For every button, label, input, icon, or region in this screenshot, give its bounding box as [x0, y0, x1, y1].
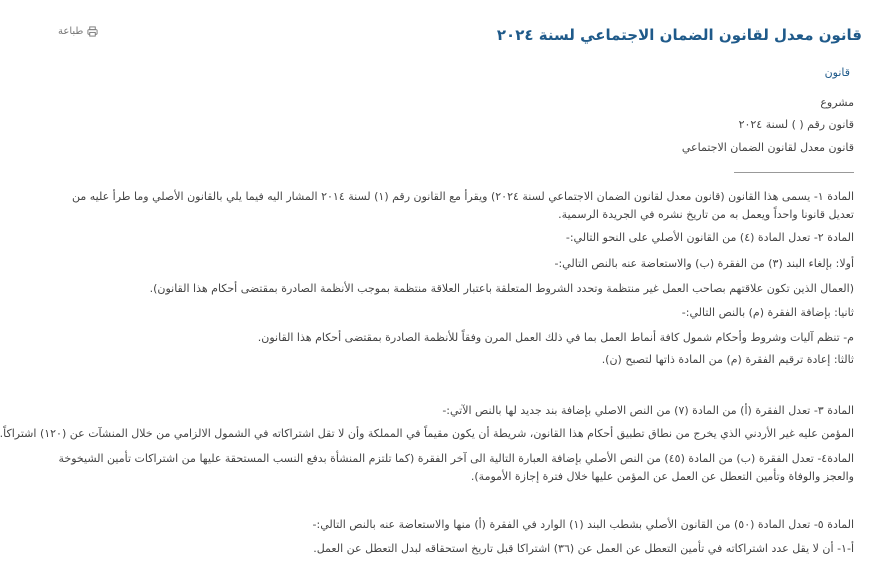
- article-2-item-1: أولا: بإلغاء البند (٣) من الفقرة (ب) والاستعاضة عنه بالنص التالي:-: [554, 257, 854, 270]
- print-label: طباعة: [58, 26, 84, 37]
- document-type-label: قانون: [824, 66, 850, 79]
- article-2-item-1-text: (العمال الذين تكون علاقتهم بصاحب العمل غير منتظمة وتحدد الشروط المتعلقة باعتبار العلاقة منتظمة بموجب الأنظمة الصادرة بمقتضى أحكام هذا القانون).: [149, 282, 854, 295]
- article-5-text: أ-١- أن لا يقل عدد اشتراكاته في تأمين التعطل عن العمل عن (٣٦) اشتراكا قبل تاريخ استحقاقه لبدل التعطل عن العمل.: [313, 542, 854, 555]
- article-2: المادة ٢- تعدل المادة (٤) من القانون الأصلي على النحو التالي:-: [565, 231, 854, 244]
- article-3: المادة ٣- تعدل الفقرة (أ) من المادة (٧) من النص الاصلي بإضافة بند جديد لها بالنص الآتي:-: [442, 404, 854, 417]
- law-number: قانون رقم ( ) لسنة ٢٠٢٤: [738, 118, 854, 131]
- article-2-item-2-text: م- تنظم آليات وشروط وأحكام شمول كافة أنماط العمل بما في ذلك العمل المرن وفقاً للأنظمة الصادرة بمقتضى أحكام هذا القانون.: [257, 331, 854, 344]
- article-2-item-2: ثانيا: بإضافة الفقرة (م) بالنص التالي:-: [681, 306, 854, 319]
- law-name: قانون معدل لقانون الضمان الاجتماعي: [681, 141, 854, 154]
- article-5: المادة ٥- تعدل المادة (٥٠) من القانون الأصلي بشطب البند (١) الوارد في الفقرة (أ) منها والاستعاضة عنه بالنص التالي:-: [312, 518, 854, 531]
- divider: [734, 172, 854, 173]
- draft-label: مشروع: [820, 96, 854, 109]
- article-1: المادة ١- يسمى هذا القانون (قانون معدل لقانون الضمان الاجتماعي لسنة ٢٠٢٤) ويقرأ مع القانون رقم (١) لسنة ٢٠١٤ المشار اليه فيما يلي بالقانون الأصلي وما طرأ عليه من تعديل قانونا واحداً ويعمل به من تاريخ نشره في الجريدة الرسمية.: [71, 190, 854, 221]
- article-2-item-3: ثالثا: إعادة ترقيم الفقرة (م) من المادة ذاتها لتصبح (ن).: [601, 353, 854, 366]
- print-icon: [87, 26, 98, 37]
- print-button[interactable]: [58, 26, 98, 37]
- article-4: المادة٤- تعدل الفقرة (ب) من المادة (٤٥) من النص الأصلي بإضافة العبارة التالية الى آخر الفقرة (كما تلتزم المنشأة بدفع النسب المستحقة عليها من اشتراكات تأمين الشيخوخة والعجز والوفاة وتأمين التعطل عن العمل عن المؤمن عليها خلال فترة إجازة الأمومة).: [58, 452, 854, 483]
- article-3-text: المؤمن عليه غير الأردني الذي يخرج من نطاق تطبيق أحكام هذا القانون، شريطة أن يكون مقيماً في المملكة وأن لا تقل اشتراكاته في الشمول الالزامي من خلال المنشآت عن (١٢٠) اشتراكاً.: [0, 427, 854, 440]
- page-title: قانون معدل لقانون الضمان الاجتماعي لسنة ٢٠٢٤: [496, 26, 862, 44]
